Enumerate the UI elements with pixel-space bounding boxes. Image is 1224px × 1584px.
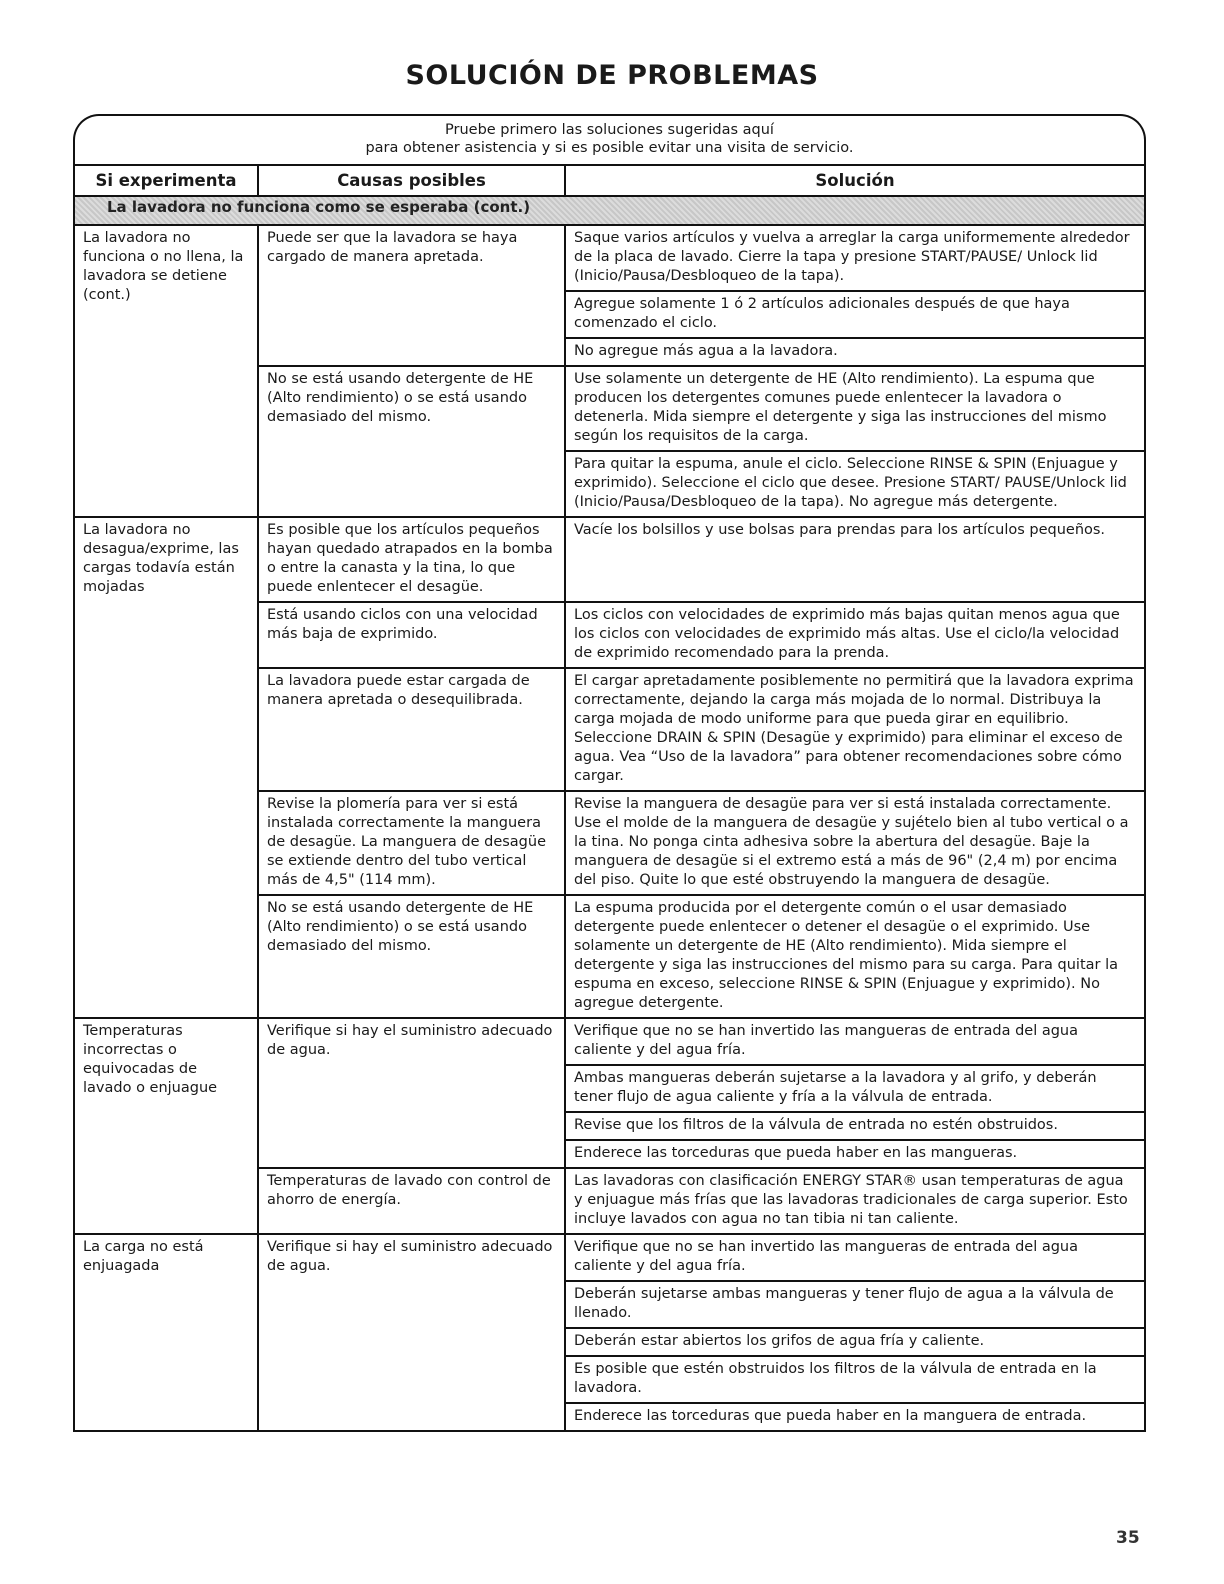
table-row [74, 1234, 1145, 1431]
cause-text: Verifique si hay el suministro adecuado de agua. [267, 1023, 553, 1058]
cause-text: Es posible que los artículos pequeños hayan quedado atrapados en la bomba o entre la canasta y la tina, lo que puede enlentecer el desagüe. [267, 522, 553, 595]
solution-cell [565, 225, 1145, 366]
solution-cell [565, 1168, 1145, 1234]
cause-text: Temperaturas de lavado con control de ahorro de energía. [267, 1173, 551, 1208]
cause-text: Puede ser que la lavadora se haya cargado de manera apretada. [267, 230, 518, 265]
column-header-solution: Solución [565, 165, 1145, 196]
solution-item: Verifique que no se han invertido las mangueras de entrada del agua caliente y del agua fría. [566, 1235, 1144, 1282]
table-row [74, 1018, 1145, 1168]
cause-cell [258, 225, 565, 366]
symptom-text: Temperaturas incorrectas o equivocadas de lavado o enjuague [83, 1023, 218, 1096]
solution-item: Para quitar la espuma, anule el ciclo. Seleccione RINSE & SPIN (Enjuague y exprimido). Seleccione el ciclo que desee. Presione START/ PAUSE/Unlock lid (Inicio/Pausa/Desbloqueo de la tapa). No agregue más detergente. [574, 456, 1127, 510]
troubleshooting-table [73, 164, 1146, 1432]
page-number: 35 [1116, 1528, 1140, 1548]
solution-item: Enderece las torceduras que pueda haber en las mangueras. [574, 1145, 1018, 1161]
section-cell [74, 196, 1145, 225]
cause-text: Revise la plomería para ver si está instalada correctamente la manguera de desagüe. La manguera de desagüe se extiende dentro del tubo vertical más de 4,5" (114 mm). [267, 796, 546, 888]
header-row [74, 165, 1145, 196]
solution-cell [565, 895, 1145, 1018]
intro-note [73, 121, 1146, 157]
cause-text: La lavadora puede estar cargada de manera apretada o desequilibrada. [267, 673, 530, 708]
solution-item: Use solamente un detergente de HE (Alto rendimiento). La espuma que producen los detergentes comunes puede enlentecer la lavadora o detenerla. Mida siempre el detergente y siga las instrucciones del mismo según los requisitos de la carga. [566, 367, 1144, 452]
intro-line: para obtener asistencia y si es posible evitar una visita de servicio. [365, 140, 854, 156]
column-header-experience: Si experimenta [74, 165, 258, 196]
solution-item: Es posible que estén obstruidos los filtros de la válvula de entrada en la lavadora. [566, 1357, 1144, 1404]
solution-item: Enderece las torceduras que pueda haber en la manguera de entrada. [574, 1408, 1087, 1424]
page-title: SOLUCIÓN DE PROBLEMAS [405, 60, 819, 91]
table-row [74, 225, 1145, 366]
cause-cell [258, 602, 565, 668]
solution-item: Las lavadoras con clasificación ENERGY STAR® usan temperaturas de agua y enjuague más frías que las lavadoras tradicionales de carga superior. Esto incluye lavados con agua no tan tibia ni tan caliente. [574, 1173, 1128, 1227]
symptom-cell [74, 225, 258, 517]
intro-line: Pruebe primero las soluciones sugeridas aquí [445, 122, 774, 138]
symptom-text: La lavadora no funciona o no llena, la lavadora se detiene (cont.) [83, 230, 244, 303]
solution-item: Verifique que no se han invertido las mangueras de entrada del agua caliente y del agua fría. [566, 1019, 1144, 1066]
solution-cell [565, 602, 1145, 668]
cause-cell [258, 1168, 565, 1234]
solution-cell [565, 1018, 1145, 1168]
solution-item: Saque varios artículos y vuelva a arreglar la carga uniformemente alrededor de la placa de lavado. Cierre la tapa y presione START/PAUSE/ Unlock lid (Inicio/Pausa/Desbloqueo de la tapa). [566, 226, 1144, 292]
solution-item: No agregue más agua a la lavadora. [574, 343, 838, 359]
solution-item: La espuma producida por el detergente común o el usar demasiado detergente puede enlentecer o detener el desagüe o el exprimido. Use solamente un detergente de HE (Alto rendimiento). Mida siempre el detergente y siga las instrucciones del mismo para su carga. Para quitar la espuma en exceso, seleccione RINSE & SPIN (Enjuague y exprimido). No agregue detergente. [574, 900, 1119, 1011]
cause-text: No se está usando detergente de HE (Alto rendimiento) o se está usando demasiado del mismo. [267, 900, 534, 954]
symptom-cell [74, 1234, 258, 1431]
solution-item: Deberán sujetarse ambas mangueras y tener flujo de agua a la válvula de llenado. [566, 1282, 1144, 1329]
cause-cell [258, 517, 565, 602]
cause-text: Está usando ciclos con una velocidad más baja de exprimido. [267, 607, 538, 642]
solution-item: Ambas mangueras deberán sujetarse a la lavadora y al grifo, y deberán tener flujo de agua caliente y fría a la válvula de entrada. [566, 1066, 1144, 1113]
section-row [74, 196, 1145, 225]
cause-cell [258, 366, 565, 517]
solution-cell [565, 1234, 1145, 1431]
table-row [74, 517, 1145, 602]
solution-cell [565, 366, 1145, 517]
cause-cell [258, 668, 565, 791]
solution-cell [565, 791, 1145, 895]
solution-item: Los ciclos con velocidades de exprimido más bajas quitan menos agua que los ciclos con velocidades de exprimido más altas. Use el ciclo/la velocidad de exprimido recomendado para la prenda. [574, 607, 1120, 661]
solution-item: Revise la manguera de desagüe para ver si está instalada correctamente. Use el molde de la manguera de desagüe y sujételo bien al tubo vertical o a la tina. No ponga cinta adhesiva sobre la abertura del desagüe. Baje la manguera de desagüe si el extremo está a más de 96" (2,4 m) por encima del piso. Quite lo que esté obstruyendo la manguera de desagüe. [574, 796, 1129, 888]
column-header-causes: Causas posibles [258, 165, 565, 196]
solution-cell [565, 517, 1145, 602]
symptom-text: La lavadora no desagua/exprime, las cargas todavía están mojadas [83, 522, 239, 595]
section-label: La lavadora no funciona como se esperaba (cont.) [107, 198, 531, 216]
solution-item: Agregue solamente 1 ó 2 artículos adicionales después de que haya comenzado el ciclo. [566, 292, 1144, 339]
solution-item: Revise que los filtros de la válvula de entrada no estén obstruidos. [566, 1113, 1144, 1141]
cause-text: No se está usando detergente de HE (Alto rendimiento) o se está usando demasiado del mismo. [267, 371, 534, 425]
solution-item: El cargar apretadamente posiblemente no permitirá que la lavadora exprima correctamente, dejando la carga más mojada de lo normal. Distribuya la carga mojada de modo uniforme para que pueda girar en equilibrio. Seleccione DRAIN & SPIN (Desagüe y exprimido) para eliminar el exceso de agua. Vea “Uso de la lavadora” para obtener recomendaciones sobre cómo cargar. [574, 673, 1134, 784]
cause-text: Verifique si hay el suministro adecuado de agua. [267, 1239, 553, 1274]
symptom-text: La carga no está enjuagada [83, 1239, 204, 1274]
symptom-cell [74, 1018, 258, 1234]
cause-cell [258, 1018, 565, 1168]
cause-cell [258, 1234, 565, 1431]
cause-cell [258, 791, 565, 895]
symptom-cell [74, 517, 258, 1018]
solution-item: Vacíe los bolsillos y use bolsas para prendas para los artículos pequeños. [574, 522, 1106, 538]
solution-cell [565, 668, 1145, 791]
solution-item: Deberán estar abiertos los grifos de agua fría y caliente. [566, 1329, 1144, 1357]
cause-cell [258, 895, 565, 1018]
